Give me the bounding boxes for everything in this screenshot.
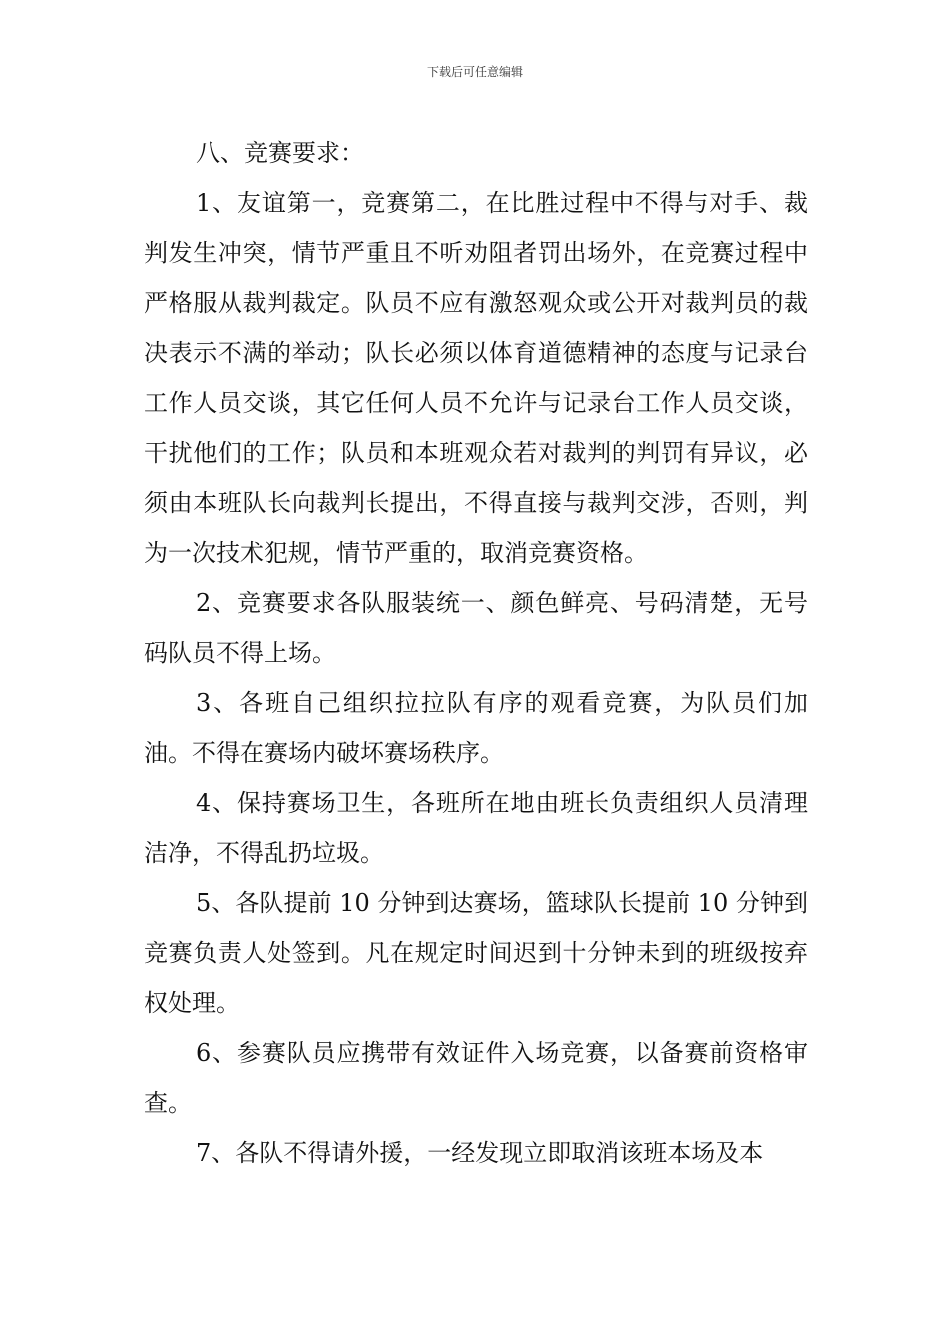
paragraph-rule-3: 3、各班自己组织拉拉队有序的观看竞赛，为队员们加油。不得在赛场内破坏赛场秩序。 xyxy=(144,689,808,767)
paragraph-rule-2: 2、竞赛要求各队服装统一、颜色鲜亮、号码清楚，无号码队员不得上场。 xyxy=(144,589,808,667)
paragraph-rule-1: 1、友谊第一，竞赛第二，在比胜过程中不得与对手、裁判发生冲突，情节严重且不听劝阻者罚出场外，在竞赛过程中严格服从裁判裁定。队员不应有激怒观众或公开对裁判员的裁决表示不满的举动；队长必须以体育道德精神的态度与记录台工作人员交谈，其它任何人员不允许与记录台工作人员交谈，干扰他们的工作；队员和本班观众若对裁判的判罚有异议，必须由本班队长向裁判长提出，不得直接与裁判交涉，否则，判为一次技术犯规，情节严重的，取消竞赛资格。 xyxy=(144,189,808,567)
paragraph-rule-6: 6、参赛队员应携带有效证件入场竞赛，以备赛前资格审查。 xyxy=(144,1039,808,1117)
paragraph-rule-4: 4、保持赛场卫生，各班所在地由班长负责组织人员清理洁净，不得乱扔垃圾。 xyxy=(144,789,808,867)
section-heading: 八、竞赛要求： xyxy=(196,139,364,167)
paragraph-rule-5: 5、各队提前 10 分钟到达赛场，篮球队长提前 10 分钟到竞赛负责人处签到。凡在规定时间迟到十分钟未到的班级按弃权处理。 xyxy=(144,889,808,1017)
header-note: 下载后可任意编辑 xyxy=(426,65,523,79)
document-body xyxy=(144,128,808,1178)
paragraph-rule-7: 7、各队不得请外援，一经发现立即取消该班本场及本 xyxy=(196,1139,764,1167)
page-header xyxy=(0,64,950,80)
